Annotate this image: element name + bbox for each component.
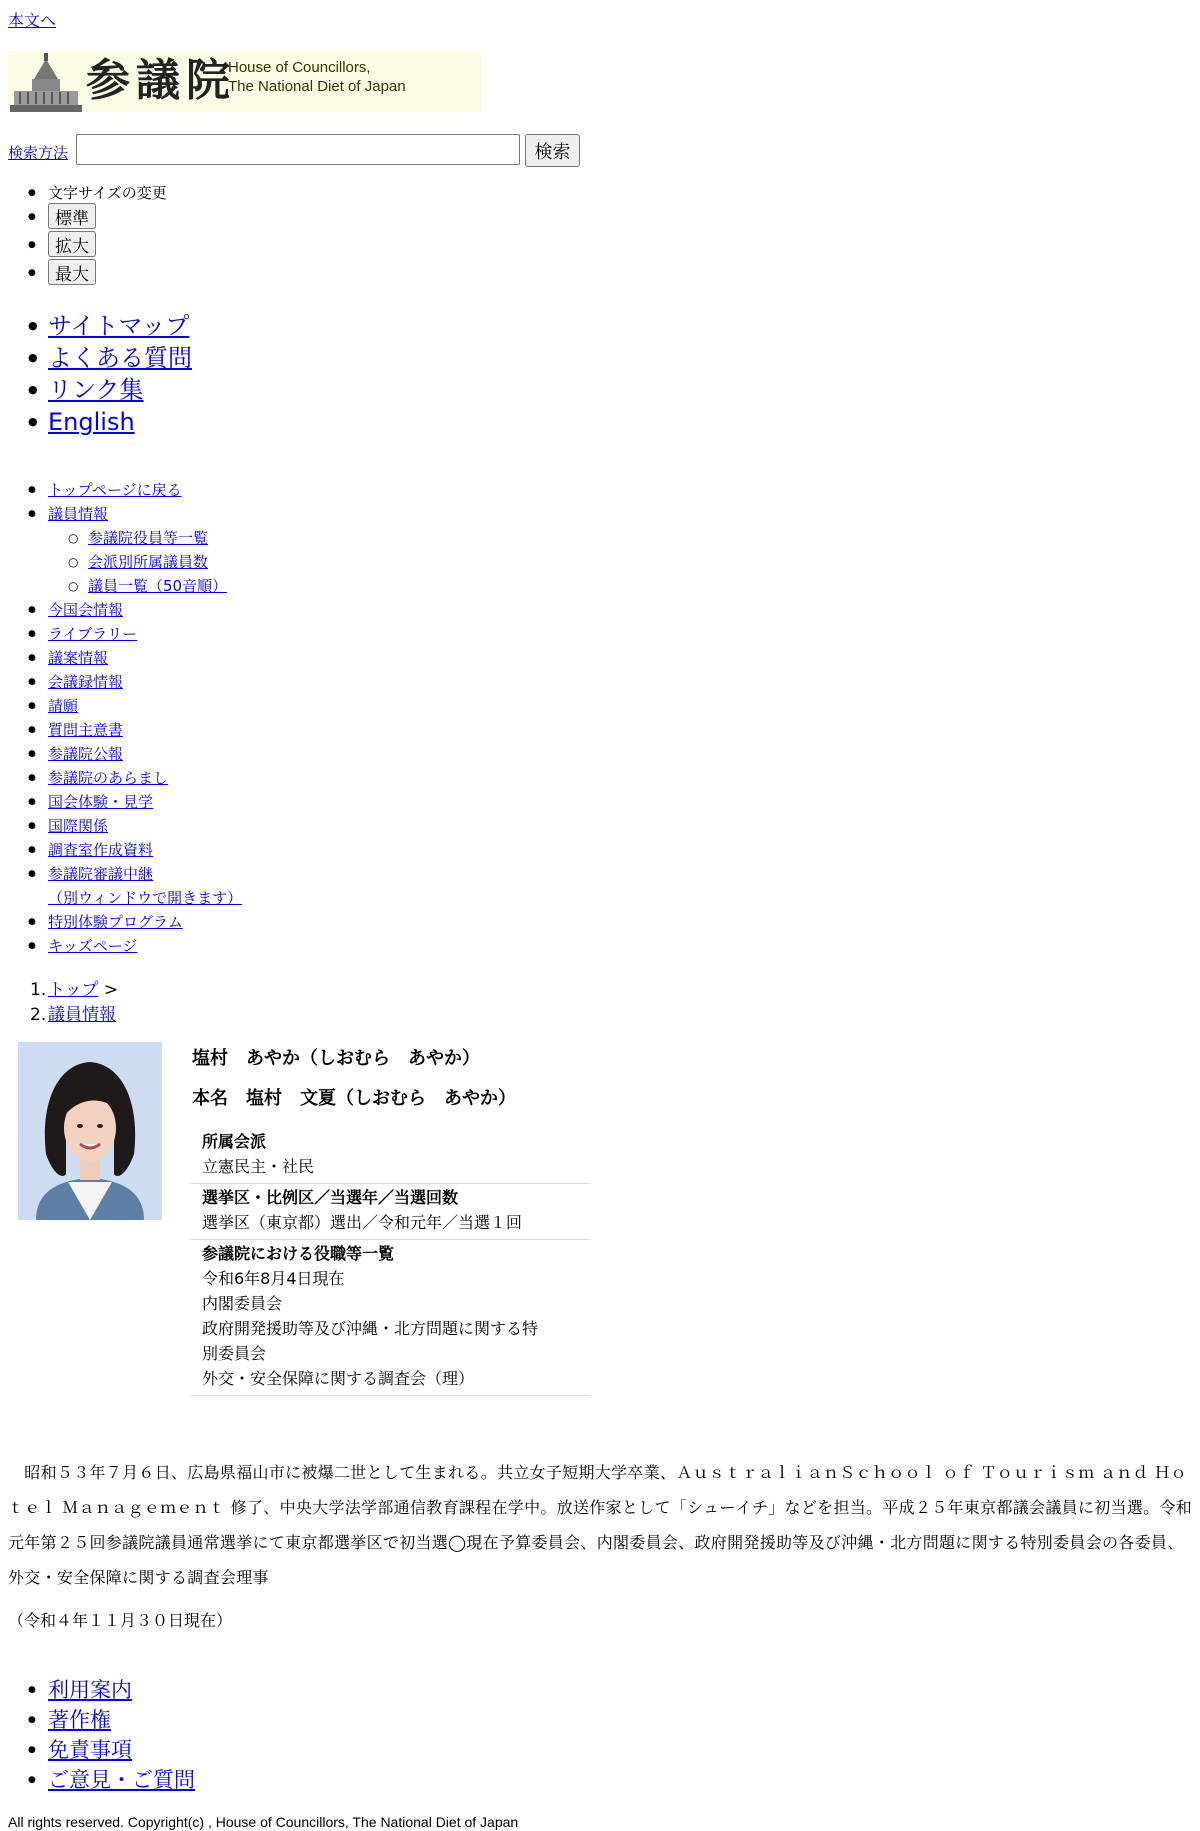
faction-label: 所属会派 bbox=[202, 1132, 267, 1151]
nav-subitem-member-list[interactable]: 議員一覧（50音順） bbox=[88, 577, 228, 595]
roles-date: 令和6年8月4日現在 bbox=[202, 1269, 345, 1288]
role-item: 政府開発援助等及び沖縄・北方問題に関する特 bbox=[202, 1319, 539, 1338]
faq-link[interactable]: よくある質問 bbox=[48, 344, 192, 372]
footer-nav bbox=[8, 1675, 408, 1795]
nav-item-special-program[interactable]: 特別体験プログラム bbox=[48, 913, 183, 931]
nav-item-international[interactable]: 国際関係 bbox=[48, 817, 109, 835]
member-name: 塩村 あやか（しおむら あやか） bbox=[192, 1048, 480, 1069]
biography-date: （令和４年１１月３０日現在） bbox=[8, 1611, 233, 1630]
faction-row bbox=[190, 1128, 590, 1184]
font-size-option bbox=[8, 203, 308, 231]
font-size-standard-button[interactable]: 標準 bbox=[48, 203, 96, 229]
footer-copyright-link[interactable]: 著作権 bbox=[48, 1708, 111, 1732]
diet-building-icon bbox=[10, 51, 82, 112]
district-value: 選挙区（東京都）選出／令和元年／当選１回 bbox=[202, 1213, 523, 1232]
breadcrumb-item: 1. トップ > bbox=[30, 980, 119, 1000]
nav-item-bills[interactable]: 議案情報 bbox=[48, 649, 109, 667]
utility-nav bbox=[8, 310, 408, 438]
nav-item-overview[interactable]: 参議院のあらまし bbox=[48, 769, 169, 787]
english-link[interactable]: English bbox=[48, 408, 135, 436]
member-info-table bbox=[190, 1128, 590, 1396]
role-item: 外交・安全保障に関する調査会（理） bbox=[202, 1369, 475, 1388]
nav-item-research[interactable]: 調査室作成資料 bbox=[48, 841, 154, 859]
nav-item-kids[interactable]: キッズページ bbox=[48, 937, 138, 955]
member-real-name: 本名 塩村 文夏（しおむら あやか） bbox=[192, 1088, 516, 1109]
sitemap-link[interactable]: サイトマップ bbox=[48, 312, 190, 340]
nav-item-petitions[interactable]: 請願 bbox=[48, 697, 79, 715]
roles-row bbox=[190, 1240, 590, 1396]
member-photo bbox=[18, 1042, 162, 1220]
nav-subitem-factions[interactable]: 会派別所属議員数 bbox=[88, 553, 209, 571]
breadcrumb-members-link[interactable]: 議員情報 bbox=[48, 1005, 116, 1025]
nav-item-gazette[interactable]: 参議院公報 bbox=[48, 745, 124, 763]
main-nav bbox=[8, 478, 408, 958]
district-label: 選挙区・比例区／当選年／当選回数 bbox=[202, 1188, 459, 1207]
roles-label: 参議院における役職等一覧 bbox=[202, 1244, 395, 1263]
nav-item-broadcast[interactable]: 参議院審議中継 （別ウィンドウで開きます） bbox=[48, 865, 243, 907]
site-logo[interactable] bbox=[8, 51, 482, 112]
nav-item-library[interactable]: ライブラリー bbox=[48, 625, 138, 643]
nav-item-questions[interactable]: 質問主意書 bbox=[48, 721, 124, 739]
nav-item-members[interactable]: 議員情報 bbox=[48, 505, 109, 523]
nav-item-visit[interactable]: 国会体験・見学 bbox=[48, 793, 154, 811]
font-size-option bbox=[8, 259, 308, 287]
font-size-max-button[interactable]: 最大 bbox=[48, 259, 96, 285]
breadcrumb-item: 2. 議員情報 bbox=[30, 1005, 116, 1025]
search-button[interactable]: 検索 bbox=[525, 134, 580, 167]
nav-item-session[interactable]: 今国会情報 bbox=[48, 601, 124, 619]
footer-guide-link[interactable]: 利用案内 bbox=[48, 1678, 132, 1702]
search-input[interactable] bbox=[76, 134, 520, 165]
nav-item-top[interactable]: トップページに戻る bbox=[48, 481, 182, 499]
role-item: 内閣委員会 bbox=[202, 1294, 283, 1313]
member-biography: 昭和５３年７月６日、広島県福山市に被爆二世として生まれる。共立女子短期大学卒業、ＡｕｓｔｒａｌｉａｎＳｃｈｏｏｌ ｏｆ Ｔｏｕｒｉｓｍ ａｎｄ Ｈｏｔｅｌ Ｍａｎａｇｅｍｅｎｔ 修了、中央大学法学部通信教育課程在学中。放送作家として「シューイチ」などを担当。平成２５年東京都議会議員に初当選。令和元年第２５回参議院議員通常選挙にて東京都選挙区で初当選◯現在予算委員会、内閣委員会、政府開発援助等及び沖縄・北方問題に関する特別委員会の各委員、外交・安全保障に関する調査会理事 bbox=[8, 1463, 1193, 1587]
footer-contact-link[interactable]: ご意見・ご質問 bbox=[48, 1768, 195, 1792]
breadcrumb-top-link[interactable]: トップ bbox=[48, 980, 99, 1000]
district-row bbox=[190, 1184, 590, 1240]
nav-subitem-officers[interactable]: 参議院役員等一覧 bbox=[88, 529, 209, 547]
members-subnav bbox=[48, 526, 408, 598]
font-size-option bbox=[8, 231, 308, 259]
font-size-controls bbox=[8, 183, 308, 287]
links-link[interactable]: リンク集 bbox=[48, 376, 144, 404]
role-item: 別委員会 bbox=[202, 1344, 267, 1363]
search-help-link[interactable]: 検索方法 bbox=[8, 144, 69, 162]
logo-kanji: 参議院 bbox=[86, 55, 236, 106]
skip-to-content-link[interactable]: 本文へ bbox=[8, 11, 57, 30]
breadcrumb bbox=[8, 978, 118, 1028]
font-size-label: ● 文字サイズの変更 bbox=[8, 183, 308, 203]
nav-item-minutes[interactable]: 会議録情報 bbox=[48, 673, 124, 691]
logo-english-text: House of Councillors, The National Diet of Japan bbox=[228, 59, 406, 95]
footer-disclaimer-link[interactable]: 免責事項 bbox=[48, 1738, 132, 1762]
font-size-large-button[interactable]: 拡大 bbox=[48, 231, 96, 257]
copyright-notice: All rights reserved. Copyright(c) , House of Councillors, The National Diet of Japan bbox=[8, 1814, 519, 1830]
faction-value: 立憲民主・社民 bbox=[202, 1157, 315, 1176]
